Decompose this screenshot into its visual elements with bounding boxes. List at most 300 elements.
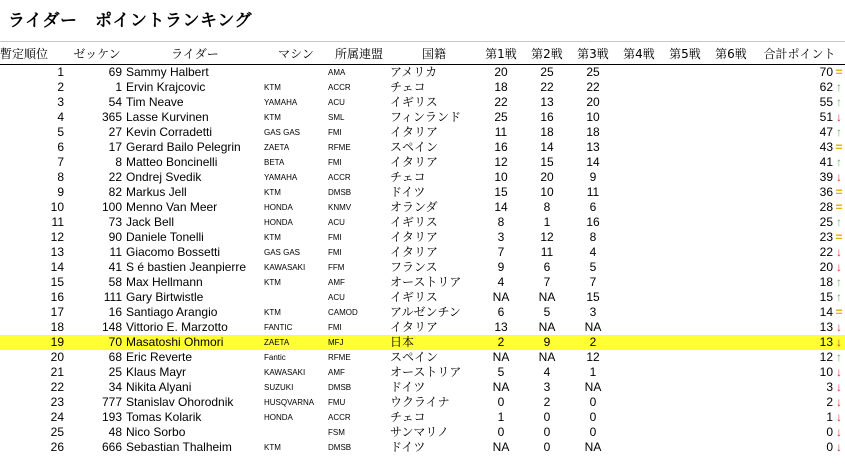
table-row: [0, 350, 845, 365]
cell-number: 70: [68, 335, 126, 350]
header-round-5: 第5戦: [662, 42, 708, 65]
cell-round-1: 9: [497, 260, 505, 274]
cell-federation: FMI: [328, 233, 342, 242]
cell-federation: FFM: [328, 263, 345, 272]
cell-machine: HONDA: [264, 203, 293, 212]
cell-position: 16: [50, 290, 64, 304]
cell-number: 73: [108, 215, 122, 229]
cell-round-1: 18: [494, 80, 508, 94]
table-row: [0, 440, 845, 455]
cell-machine: KTM: [264, 278, 281, 287]
cell-round-6: [708, 110, 754, 125]
cell-round-1: 15: [494, 185, 508, 199]
cell-position: 8: [57, 170, 64, 184]
total-points-value: 51: [819, 110, 833, 124]
cell-nationality: サンマリノ: [390, 425, 449, 439]
cell-number: 193: [101, 410, 122, 424]
cell-federation: ACCR: [328, 173, 351, 182]
total-points-value: 28: [819, 200, 833, 214]
cell-nationality: チェコ: [390, 80, 426, 94]
cell-round-5: [662, 410, 708, 425]
cell-round-5: [662, 110, 708, 125]
cell-round-5: [662, 215, 708, 230]
cell-round-3: 22: [586, 80, 600, 94]
cell-rider: Lasse Kurvinen: [126, 110, 209, 124]
cell-round-3: NA: [584, 320, 602, 334]
cell-machine: SUZUKI: [264, 383, 294, 392]
cell-position: 26: [50, 440, 64, 454]
cell-round-6: [708, 260, 754, 275]
cell-round-3: 25: [586, 65, 600, 79]
cell-machine: KAWASAKI: [264, 263, 306, 272]
table-row: [0, 200, 845, 215]
cell-round-5: [662, 290, 708, 305]
cell-round-4: [616, 65, 662, 81]
table-row: [0, 95, 845, 110]
header-round-1: 第1戦: [478, 42, 524, 65]
cell-round-6: [708, 425, 754, 440]
cell-round-1: 25: [494, 110, 508, 124]
cell-federation: FMI: [328, 323, 342, 332]
cell-round-6: [708, 410, 754, 425]
trend-down-icon: ↓: [836, 380, 842, 394]
table-row: [0, 425, 845, 440]
cell-round-1: 11: [494, 125, 508, 139]
cell-round-3: 0: [589, 410, 597, 424]
cell-federation: FSM: [328, 428, 345, 437]
cell-round-3: 11: [586, 185, 600, 199]
trend-down-icon: ↓: [836, 365, 842, 379]
cell-position: 22: [50, 380, 64, 394]
cell-machine: GAS GAS: [264, 248, 301, 257]
cell-nationality: イタリア: [390, 125, 439, 139]
cell-round-2: 7: [543, 275, 551, 289]
cell-federation: ACCR: [328, 83, 351, 92]
header-position: 暫定順位: [0, 42, 68, 65]
cell-position: 21: [50, 365, 64, 379]
cell-federation: ACU: [328, 98, 345, 107]
cell-nationality: アメリカ: [390, 65, 438, 79]
cell-machine: KTM: [264, 83, 281, 92]
cell-round-5: [662, 350, 708, 365]
cell-nationality: アルゼンチン: [390, 305, 461, 319]
cell-round-2: 5: [543, 305, 551, 319]
cell-round-2: 3: [543, 380, 551, 394]
total-points-value: 41: [819, 155, 833, 169]
cell-rider: Ondrej Svedik: [126, 170, 202, 184]
cell-round-1: NA: [492, 380, 510, 394]
cell-round-3: 4: [589, 245, 597, 259]
cell-machine: HONDA: [264, 218, 293, 227]
header-total-points: 合計ポイント: [754, 42, 845, 65]
cell-round-6: [708, 140, 754, 155]
cell-rider: Nikita Alyani: [126, 380, 192, 394]
cell-round-4: [616, 230, 662, 245]
cell-number: 1: [115, 80, 122, 94]
table-row: [0, 245, 845, 260]
cell-machine: BETA: [264, 158, 285, 167]
cell-total: [754, 170, 845, 185]
table-row-highlighted: [0, 335, 845, 350]
cell-federation: RFME: [328, 143, 351, 152]
cell-round-5: [662, 95, 708, 110]
trend-same-icon: =: [835, 140, 843, 154]
cell-number: 41: [108, 260, 122, 274]
cell-round-4: [616, 380, 662, 395]
cell-round-6: [708, 80, 754, 95]
cell-nationality: イギリス: [390, 95, 438, 109]
cell-round-1: 20: [494, 65, 508, 79]
cell-total: [754, 365, 845, 380]
cell-round-4: [616, 200, 662, 215]
trend-down-icon: ↓: [836, 335, 842, 349]
cell-round-5: [662, 365, 708, 380]
cell-round-6: [708, 125, 754, 140]
total-points-value: 1: [826, 410, 833, 424]
cell-round-6: [708, 350, 754, 365]
cell-position: 7: [57, 155, 64, 169]
cell-round-4: [616, 410, 662, 425]
cell-machine: GAS GAS: [264, 128, 301, 137]
cell-round-5: [662, 440, 708, 455]
total-points-value: 23: [819, 230, 833, 244]
cell-position: 3: [57, 95, 64, 109]
cell-number: 90: [108, 230, 122, 244]
cell-round-6: [708, 215, 754, 230]
total-points-value: 0: [826, 440, 833, 454]
cell-round-6: [708, 155, 754, 170]
cell-round-5: [662, 395, 708, 410]
cell-total: [754, 155, 845, 170]
cell-nationality: イギリス: [390, 215, 438, 229]
cell-round-6: [708, 170, 754, 185]
table-row: [0, 410, 845, 425]
table-row: [0, 185, 845, 200]
cell-number: 22: [108, 170, 122, 184]
cell-federation: ACU: [328, 293, 345, 302]
cell-round-1: 3: [497, 230, 505, 244]
cell-round-5: [662, 230, 708, 245]
total-points-value: 3: [826, 380, 833, 394]
cell-total: [754, 320, 845, 335]
cell-number: 69: [108, 65, 122, 79]
cell-round-6: [708, 200, 754, 215]
cell-round-5: [662, 80, 708, 95]
cell-number: 58: [108, 275, 122, 289]
trend-same-icon: =: [835, 305, 843, 319]
table-row: [0, 230, 845, 245]
cell-round-6: [708, 365, 754, 380]
cell-round-2: NA: [538, 320, 556, 334]
total-points-value: 15: [819, 290, 833, 304]
cell-round-3: 5: [589, 260, 597, 274]
cell-round-2: 4: [543, 365, 551, 379]
cell-round-5: [662, 260, 708, 275]
header-number: ゼッケン: [68, 42, 126, 65]
cell-nationality: イタリア: [390, 320, 439, 334]
cell-position: 23: [50, 395, 64, 409]
ranking-table: [0, 41, 845, 455]
cell-rider: Sebastian Thalheim: [126, 440, 232, 454]
cell-nationality: スペイン: [390, 140, 439, 154]
cell-total: [754, 110, 845, 125]
cell-round-1: 16: [494, 140, 508, 154]
cell-nationality: フランス: [390, 260, 438, 274]
cell-number: 25: [108, 365, 122, 379]
cell-rider: Daniele Tonelli: [126, 230, 204, 244]
cell-rider: Giacomo Bossetti: [126, 245, 221, 259]
cell-nationality: フィンランド: [390, 110, 462, 124]
cell-round-1: 0: [497, 395, 505, 409]
cell-federation: RFME: [328, 353, 351, 362]
cell-federation: KNMV: [328, 203, 352, 212]
cell-round-2: 11: [540, 245, 554, 259]
trend-down-icon: ↓: [836, 245, 842, 259]
cell-federation: FMI: [328, 158, 342, 167]
cell-total: [754, 290, 845, 305]
cell-machine: KAWASAKI: [264, 368, 306, 377]
cell-total: [754, 65, 845, 81]
total-points-value: 55: [819, 95, 833, 109]
trend-same-icon: =: [835, 65, 843, 79]
trend-same-icon: =: [835, 200, 843, 214]
cell-federation: AMA: [328, 68, 346, 77]
cell-round-2: 0: [543, 440, 551, 454]
cell-round-6: [708, 440, 754, 455]
cell-round-5: [662, 155, 708, 170]
cell-total: [754, 95, 845, 110]
cell-round-1: 12: [494, 155, 508, 169]
cell-round-1: 6: [497, 305, 505, 319]
cell-nationality: ドイツ: [390, 440, 426, 454]
trend-down-icon: ↓: [836, 170, 842, 184]
cell-round-4: [616, 170, 662, 185]
cell-federation: FMI: [328, 248, 342, 257]
cell-number: 365: [101, 110, 122, 124]
total-points-value: 62: [819, 80, 833, 94]
cell-number: 148: [101, 320, 122, 334]
cell-nationality: イギリス: [390, 290, 438, 304]
cell-nationality: オーストリア: [390, 365, 462, 379]
cell-round-5: [662, 380, 708, 395]
header-machine: マシン: [264, 42, 328, 65]
cell-number: 111: [103, 290, 122, 304]
cell-total: [754, 275, 845, 290]
total-points-value: 13: [819, 335, 833, 349]
total-points-value: 70: [819, 65, 833, 79]
cell-nationality: スペイン: [390, 350, 439, 364]
cell-round-6: [708, 95, 754, 110]
cell-number: 48: [108, 425, 122, 439]
total-points-value: 22: [819, 245, 833, 259]
cell-nationality: イタリア: [390, 155, 439, 169]
total-points-value: 0: [826, 425, 833, 439]
table-row: [0, 380, 845, 395]
trend-down-icon: ↓: [836, 110, 842, 124]
total-points-value: 20: [819, 260, 833, 274]
cell-nationality: ウクライナ: [390, 395, 450, 409]
cell-rider: Eric Reverte: [126, 350, 193, 364]
cell-machine: [264, 65, 328, 81]
cell-round-3: 16: [586, 215, 600, 229]
table-row: [0, 365, 845, 380]
cell-position: 9: [57, 185, 64, 199]
cell-round-2: 13: [540, 95, 554, 109]
cell-position: 17: [50, 305, 64, 319]
cell-federation: DMSB: [328, 443, 352, 452]
total-points-value: 14: [819, 305, 833, 319]
cell-round-3: 1: [589, 365, 597, 379]
cell-round-4: [616, 350, 662, 365]
cell-round-3: 2: [570, 335, 616, 350]
cell-round-6: [708, 395, 754, 410]
total-points-value: 25: [819, 215, 833, 229]
cell-federation: CAMOD: [328, 308, 358, 317]
cell-position: 10: [50, 200, 64, 214]
cell-round-4: [616, 95, 662, 110]
cell-round-4: [616, 155, 662, 170]
cell-nationality: オランダ: [390, 200, 438, 214]
cell-total: [754, 425, 845, 440]
table-row: [0, 275, 845, 290]
cell-nationality: イタリア: [390, 230, 439, 244]
cell-round-4: [616, 260, 662, 275]
table-row: [0, 65, 845, 81]
cell-round-2: 22: [540, 80, 554, 94]
cell-round-2: 16: [540, 110, 554, 124]
cell-machine: HUSQVARNA: [264, 398, 315, 407]
cell-round-2: 8: [543, 200, 551, 214]
total-points-value: 2: [826, 395, 833, 409]
cell-rider: Santiago Arangio: [126, 305, 218, 319]
cell-number: 82: [108, 185, 122, 199]
cell-round-6: [708, 245, 754, 260]
cell-round-6: [708, 305, 754, 320]
cell-round-3: 0: [589, 425, 597, 439]
cell-nationality: イタリア: [390, 245, 439, 259]
cell-rider: Kevin Corradetti: [126, 125, 213, 139]
cell-federation: MFJ: [328, 335, 390, 350]
cell-machine: ZAETA: [264, 335, 328, 350]
trend-up-icon: ↑: [836, 215, 842, 229]
table-row: [0, 290, 845, 305]
header-nationality: 国籍: [390, 42, 478, 65]
cell-round-1: 10: [494, 170, 508, 184]
cell-position: 11: [51, 215, 64, 229]
cell-federation: AMF: [328, 368, 345, 377]
total-points-value: 12: [819, 350, 833, 364]
table-row: [0, 260, 845, 275]
cell-round-4: [616, 125, 662, 140]
cell-round-1: 0: [497, 425, 505, 439]
cell-round-5: [662, 170, 708, 185]
cell-total: [754, 230, 845, 245]
cell-round-2: 14: [540, 140, 554, 154]
page-title: ライダー ポイントランキング: [8, 11, 252, 31]
cell-rider: Gerard Bailo Pelegrin: [126, 140, 241, 154]
cell-round-6: [708, 230, 754, 245]
cell-round-4: [616, 335, 662, 350]
cell-total: [754, 380, 845, 395]
cell-round-4: [616, 305, 662, 320]
cell-federation: DMSB: [328, 188, 352, 197]
cell-position: 24: [50, 410, 64, 424]
trend-up-icon: ↑: [836, 350, 842, 364]
cell-rider: Max Hellmann: [126, 275, 203, 289]
cell-total: [754, 185, 845, 200]
total-points-value: 43: [819, 140, 833, 154]
cell-rider: Tim Neave: [126, 95, 184, 109]
cell-machine: ZAETA: [264, 143, 290, 152]
cell-round-4: [616, 320, 662, 335]
cell-round-5: [662, 185, 708, 200]
cell-rider: Ervin Krajcovic: [126, 80, 206, 94]
trend-same-icon: =: [835, 185, 843, 199]
cell-machine: HONDA: [264, 413, 293, 422]
cell-round-1: 5: [497, 365, 505, 379]
cell-rider: Jack Bell: [126, 215, 175, 229]
cell-total: [754, 125, 845, 140]
cell-machine: KTM: [264, 233, 281, 242]
cell-rider: Klaus Mayr: [126, 365, 187, 379]
cell-round-4: [616, 275, 662, 290]
cell-total: [754, 335, 845, 350]
cell-round-1: 4: [497, 275, 505, 289]
cell-machine: FANTIC: [264, 323, 293, 332]
cell-round-3: 20: [586, 95, 600, 109]
total-points-value: 47: [819, 125, 833, 139]
cell-round-3: 14: [586, 155, 600, 169]
cell-position: 20: [50, 350, 64, 364]
trend-same-icon: =: [835, 230, 843, 244]
trend-down-icon: ↓: [836, 320, 842, 334]
cell-round-3: 8: [589, 230, 597, 244]
table-row: [0, 155, 845, 170]
cell-federation: FMU: [328, 398, 346, 407]
cell-number: 666: [101, 440, 122, 454]
cell-nationality: オーストリア: [390, 275, 462, 289]
cell-round-2: 6: [543, 260, 551, 274]
cell-federation: DMSB: [328, 383, 352, 392]
cell-round-1: 1: [497, 410, 505, 424]
cell-position: 25: [50, 425, 64, 439]
cell-rider: Tomas Kolarik: [126, 410, 202, 424]
table-row: [0, 320, 845, 335]
cell-number: 16: [108, 305, 122, 319]
cell-round-2: 20: [540, 170, 554, 184]
total-points-value: 13: [819, 320, 833, 334]
cell-round-2: 0: [543, 425, 551, 439]
cell-total: [754, 80, 845, 95]
cell-position: 12: [50, 230, 64, 244]
cell-round-3: 7: [589, 275, 597, 289]
cell-rider: Nico Sorbo: [126, 425, 186, 439]
cell-round-4: [616, 440, 662, 455]
total-points-value: 18: [819, 275, 833, 289]
cell-round-5: [662, 335, 708, 350]
cell-round-5: [662, 305, 708, 320]
cell-round-6: [708, 65, 754, 81]
cell-round-3: 0: [589, 395, 597, 409]
trend-up-icon: ↑: [836, 275, 842, 289]
cell-rider: Gary Birtwistle: [126, 290, 204, 304]
table-row: [0, 80, 845, 95]
cell-round-5: [662, 65, 708, 81]
cell-rider: Vittorio E. Marzotto: [126, 320, 228, 334]
cell-round-6: [708, 380, 754, 395]
table-row: [0, 125, 845, 140]
cell-round-2: 2: [543, 395, 551, 409]
